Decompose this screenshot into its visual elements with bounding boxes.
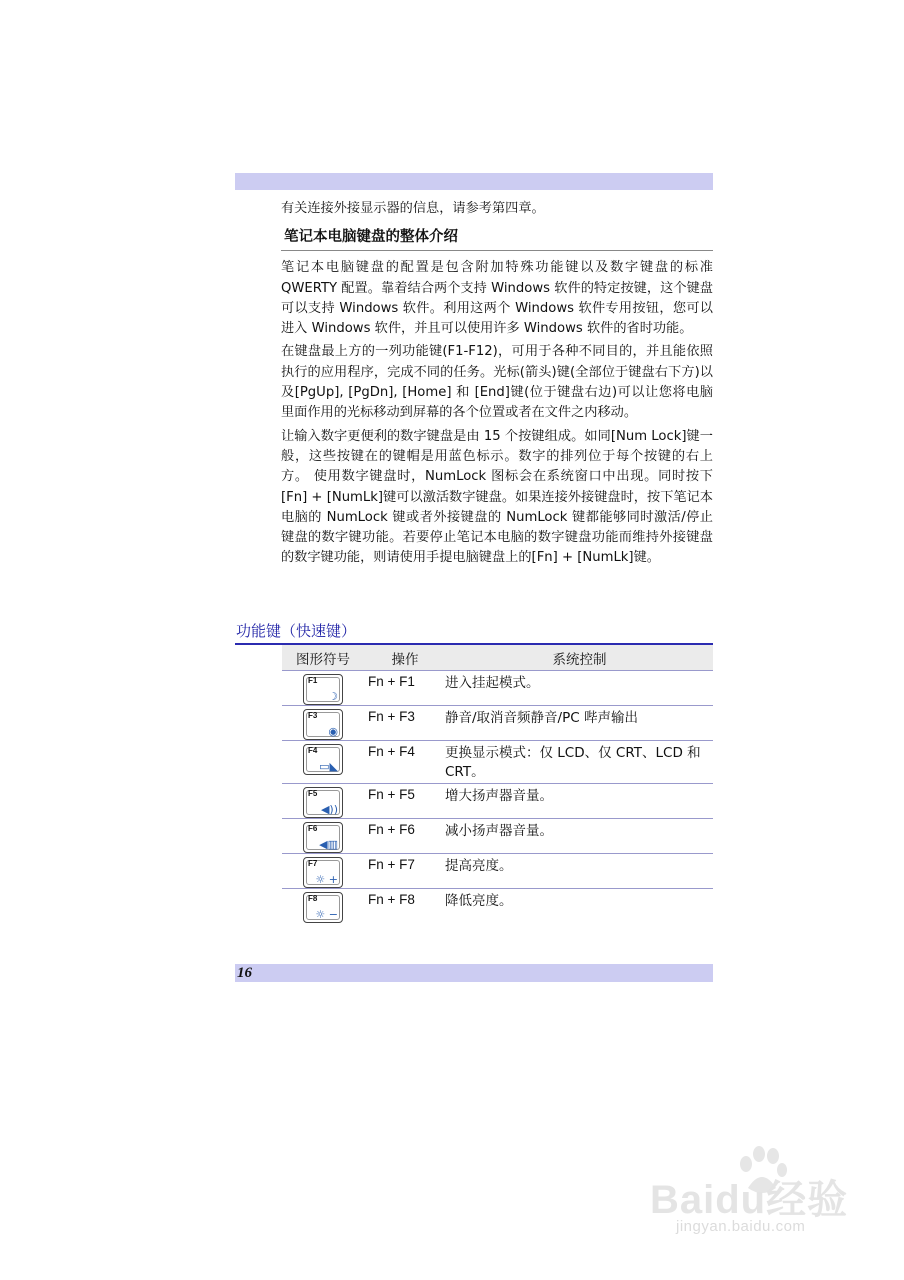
table-row — [282, 854, 713, 889]
f4-key — [303, 744, 343, 775]
key-combo: Fn + F3 — [368, 709, 415, 724]
key-label: F8 — [308, 894, 318, 903]
watermark-brand: Baidu经验 — [650, 1178, 849, 1222]
table-row — [282, 819, 713, 854]
f3-key — [303, 709, 343, 740]
key-label: F3 — [308, 711, 318, 720]
page-content — [281, 199, 713, 572]
f5-key — [303, 787, 343, 818]
key-label: F5 — [308, 789, 318, 798]
table-row — [282, 784, 713, 819]
key-combo: Fn + F5 — [368, 787, 415, 802]
hotkey-table — [282, 645, 713, 925]
table-row — [282, 889, 713, 925]
key-combo: Fn + F7 — [368, 857, 415, 872]
f8-key — [303, 892, 343, 923]
key-label: F7 — [308, 859, 318, 868]
key-description: 减小扬声器音量。 — [445, 823, 553, 839]
mute-icon: ◉ — [328, 725, 338, 738]
table-header — [282, 645, 713, 671]
table-row — [282, 706, 713, 741]
page-number: 16 — [237, 965, 252, 981]
f6-key — [303, 822, 343, 853]
table-row — [282, 671, 713, 706]
key-description: 进入挂起模式。 — [445, 675, 540, 691]
header-band — [235, 173, 713, 190]
key-description: 提高亮度。 — [445, 858, 513, 874]
header-icon-col: 图形符号 — [296, 651, 350, 668]
key-label: F6 — [308, 824, 318, 833]
display-switch-icon: ▭◣ — [319, 760, 338, 773]
volume-up-icon: ◀)) — [320, 803, 338, 816]
table-row — [282, 741, 713, 784]
key-description: 静音/取消音频静音/PC 哔声输出 — [445, 710, 638, 726]
header-control-col: 系统控制 — [552, 651, 607, 668]
key-label: F4 — [308, 746, 318, 755]
key-combo: Fn + F8 — [368, 892, 415, 907]
key-description: 降低亮度。 — [445, 893, 513, 909]
f7-key — [303, 857, 343, 888]
key-combo: Fn + F6 — [368, 822, 415, 837]
section-title: 笔记本电脑键盘的整体介绍 — [281, 224, 713, 251]
intro-text: 有关连接外接显示器的信息，请参考第四章。 — [281, 201, 545, 216]
watermark-url: jingyan.baidu.com — [676, 1218, 806, 1235]
f1-key — [303, 674, 343, 705]
brightness-up-icon: ☼ + — [315, 873, 338, 886]
key-label: F1 — [308, 676, 318, 685]
key-combo: Fn + F4 — [368, 744, 415, 759]
paragraph: 在键盘最上方的一列功能键(F1-F12)，可用于各种不同目的，并且能依照执行的应用程序，完成不同的任务。光标(箭头)键(全部位于键盘右下方)以及[PgUp], [PgDn], [Home] 和 [End]键(位于键盘右边)可以让您将电脑里面作用的光标移动到屏幕的各个位置或者在文件之内移动。 — [281, 344, 713, 421]
key-combo: Fn + F1 — [368, 674, 415, 689]
key-description: 增大扬声器音量。 — [445, 788, 553, 804]
header-operation-col: 操作 — [391, 651, 419, 668]
brightness-down-icon: ☼ − — [315, 908, 338, 921]
volume-down-icon: ◀▥ — [319, 838, 338, 851]
moon-icon: ☽ — [328, 690, 338, 703]
function-keys-heading: 功能键（快速键） — [236, 622, 357, 640]
footer-band — [235, 964, 713, 982]
key-description: 更换显示模式：仅 LCD、仅 CRT、LCD 和 CRT。 — [445, 745, 701, 780]
paragraph: 让输入数字更便利的数字键盘是由 15 个按键组成。如同[Num Lock]键一般，这些按键在的键帽是用蓝色标示。数字的排列位于每个按键的右上方。 使用数字键盘时，NumLock 图标会在系统窗口中出现。同时按下[Fn] + [NumLk]键可以激活数字键盘。如果连接外接键盘时，按下笔记本电脑的 NumLock 键或者外接键盘的 NumLock 键都能够同时激活/停止键盘的数字键功能。若要停止笔记本电脑的数字键盘功能而维持外接键盘的数字键功能，则请使用手提电脑键盘上的[Fn] + [NumLk]键。 — [281, 428, 713, 566]
paragraph: 笔记本电脑键盘的配置是包含附加特殊功能键以及数字键盘的标准 QWERTY 配置。靠着结合两个支持 Windows 软件的特定按键，这个键盘可以支持 Windows 软件。利用这两个 Windows 软件专用按钮，您可以进入 Windows 软件，并且可以使用许多 Windows 软件的省时功能。 — [281, 260, 713, 337]
